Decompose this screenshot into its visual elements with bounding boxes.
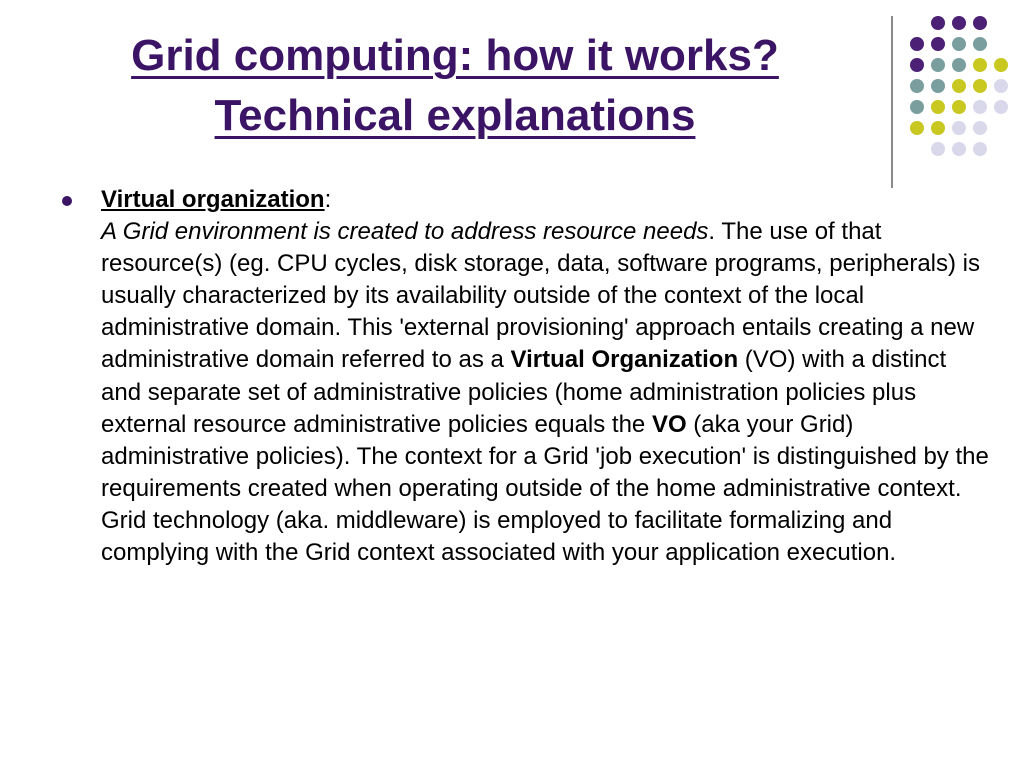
decorative-dot [952, 100, 966, 114]
title-line-2: Technical explanations [214, 91, 696, 140]
decorative-dot [910, 79, 924, 93]
decorative-dot [994, 100, 1008, 114]
paragraph-text-2: (VO) with a distinct and separate set of administrative policies (home administration policies plus external resource administrative policies equals the [101, 346, 947, 438]
paragraph-text-1: . The use of that resource(s) (eg. CPU cycles, disk storage, data, software programs, peripherals) is usually characterized by its availability outside of the context of the local administrative domain. This 'external provisioning' approach entails creating a new administrative domain referred to as a [101, 218, 980, 374]
decorative-dot [931, 79, 945, 93]
decorative-divider [891, 16, 893, 188]
decorative-dot [973, 16, 987, 30]
decorative-dot [973, 142, 987, 156]
paragraph-text-3: (aka your Grid) administrative policies). The context for a Grid 'job execution' is distinguished by the requirements created when operating outside of the home administrative context. Grid technology (aka. middleware) is employed to facilitate formalizing and complying with the Grid context associated with your application execution. [101, 410, 989, 567]
decorative-dot [994, 58, 1008, 72]
decorative-dot [973, 79, 987, 93]
italic-lead: A Grid environment is created to address resource needs [101, 218, 709, 246]
decorative-dot [952, 58, 966, 72]
decorative-dot [931, 58, 945, 72]
decorative-dot [973, 100, 987, 114]
bullet-heading [101, 184, 992, 216]
decorative-dot [931, 121, 945, 135]
heading-suffix: : [324, 186, 332, 213]
decorative-dot [973, 37, 987, 51]
bullet-icon [62, 196, 72, 206]
decorative-dot [952, 16, 966, 30]
decorative-dot [931, 100, 945, 114]
decorative-dot [910, 37, 924, 51]
bullet-item [62, 184, 992, 569]
decorative-dot [952, 142, 966, 156]
decorative-dot [910, 121, 924, 135]
slide-title [0, 26, 910, 146]
decorative-dot [931, 142, 945, 156]
decorative-dot [952, 79, 966, 93]
decorative-dot [931, 37, 945, 51]
title-line-1: Grid computing: how it works? [131, 31, 779, 80]
decorative-dot [952, 37, 966, 51]
decorative-dot [994, 79, 1008, 93]
decorative-dot [910, 100, 924, 114]
decorative-dot [973, 58, 987, 72]
decorative-dot [931, 16, 945, 30]
heading-text: Virtual organization [101, 186, 325, 213]
bold-vo: VO [651, 410, 687, 438]
bullet-body [101, 184, 992, 569]
decorative-dot [952, 121, 966, 135]
bold-virtual-organization: Virtual Organization [510, 346, 739, 374]
decorative-dot [910, 58, 924, 72]
bullet-paragraph [101, 216, 992, 569]
decorative-dot [973, 121, 987, 135]
